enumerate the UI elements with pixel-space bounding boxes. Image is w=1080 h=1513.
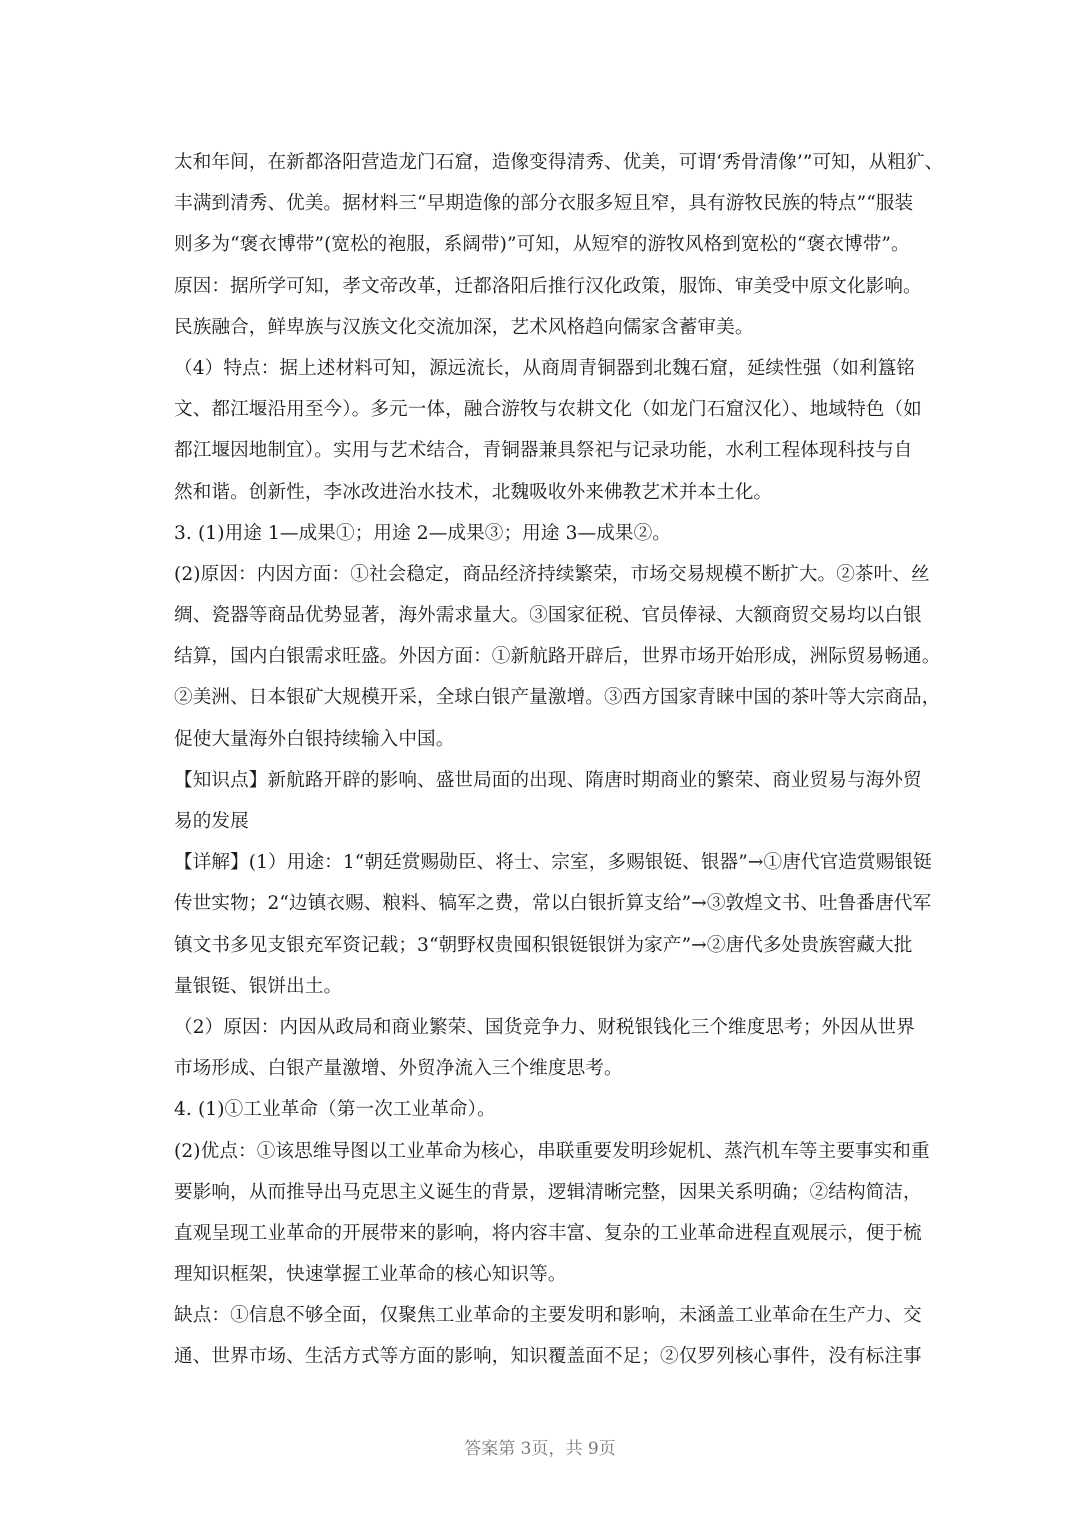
text-line: （2）原因：内因从政局和商业繁荣、国货竞争力、财税银钱化三个维度思考；外因从世界 [174, 1016, 915, 1038]
text-line: （4）特点：据上述材料可知，源远流长，从商周青铜器到北魏石窟，延续性强（如利簋铭 [174, 357, 915, 379]
text-line: 结算，国内白银需求旺盛。外因方面：①新航路开辟后，世界市场开始形成，洲际贸易畅通。 [174, 646, 941, 668]
text-line: 原因：据所学可知，孝文帝改革，迁都洛阳后推行汉化政策，服饰、审美受中原文化影响。 [174, 275, 922, 297]
text-line: 文、都江堰沿用至今）。多元一体，融合游牧与农耕文化（如龙门石窟汉化）、地域特色（如 [174, 399, 922, 421]
text-line: 镇文书多见支银充军资记载；3“朝野权贵囤积银铤银饼为家产”→②唐代多处贵族窖藏大批 [174, 934, 913, 956]
text-line: 【详解】(1）用途：1“朝廷赏赐勋臣、将士、宗室，多赐银铤、银器”→①唐代官造赏赐银铤 [174, 852, 932, 874]
text-line: 绸、瓷器等商品优势显著，海外需求量大。③国家征税、官员俸禄、大额商贸交易均以白银 [174, 605, 922, 627]
text-line: 4. (1)①工业革命（第一次工业革命）。 [174, 1099, 496, 1121]
text-line: 易的发展 [174, 811, 249, 832]
text-line: 直观呈现工业革命的开展带来的影响，将内容丰富、复杂的工业革命进程直观展示，便于梳 [174, 1222, 922, 1244]
text-line: 太和年间，在新都洛阳营造龙门石窟，造像变得清秀、优美，可谓‘秀骨清像’”可知，从粗犷、 [174, 152, 944, 173]
text-line: 【知识点】新航路开辟的影响、盛世局面的出现、隋唐时期商业的繁荣、商业贸易与海外贸 [174, 769, 922, 791]
text-line: 丰满到清秀、优美。据材料三“早期造像的部分衣服多短且窄，具有游牧民族的特点”“服装 [174, 193, 914, 215]
text-line: 促使大量海外白银持续输入中国。 [174, 728, 455, 750]
text-line: 理知识框架，快速掌握工业革命的核心知识等。 [174, 1264, 567, 1286]
text-line: 传世实物；2“边镇衣赐、粮料、犒军之费，常以白银折算支给”→③敦煌文书、吐鲁番唐代军 [174, 893, 932, 915]
text-line: 量银铤、银饼出土。 [174, 975, 343, 997]
text-line: 然和谐。创新性，李冰改进治水技术，北魏吸收外来佛教艺术并本土化。 [174, 481, 773, 503]
text-line: ②美洲、日本银矿大规模开采，全球白银产量激增。③西方国家青睐中国的茶叶等大宗商品， [174, 687, 941, 709]
answer-text-body [174, 142, 944, 1378]
text-line: 3. (1)用途 1—成果①；用途 2—成果③；用途 3—成果②。 [174, 522, 671, 544]
text-line: 通、世界市场、生活方式等方面的影响，知识覆盖面不足；②仅罗列核心事件，没有标注事 [174, 1346, 922, 1368]
text-line: 缺点：①信息不够全面，仅聚焦工业革命的主要发明和影响，未涵盖工业革命在生产力、交 [174, 1305, 922, 1327]
text-line: (2)原因：内因方面：①社会稳定，商品经济持续繁荣，市场交易规模不断扩大。②茶叶、丝 [174, 563, 930, 585]
text-line: (2)优点：①该思维导图以工业革命为核心，串联重要发明珍妮机、蒸汽机车等主要事实和重 [174, 1140, 930, 1162]
text-line: 民族融合，鲜卑族与汉族文化交流加深，艺术风格趋向儒家含蓄审美。 [174, 316, 754, 338]
page-footer: 答案第 3页，共 9页 [464, 1439, 616, 1459]
text-line: 则多为“褒衣博带”(宽松的袍服，系阔带)”可知，从短窄的游牧风格到宽松的“褒衣博带”。 [174, 234, 910, 256]
text-line: 市场形成、白银产量激增、外贸净流入三个维度思考。 [174, 1058, 623, 1080]
text-line: 都江堰因地制宜）。实用与艺术结合，青铜器兼具祭祀与记录功能，水利工程体现科技与自 [174, 440, 913, 462]
text-line: 要影响，从而推导出马克思主义诞生的背景，逻辑清晰完整，因果关系明确；②结构简洁， [174, 1181, 922, 1203]
